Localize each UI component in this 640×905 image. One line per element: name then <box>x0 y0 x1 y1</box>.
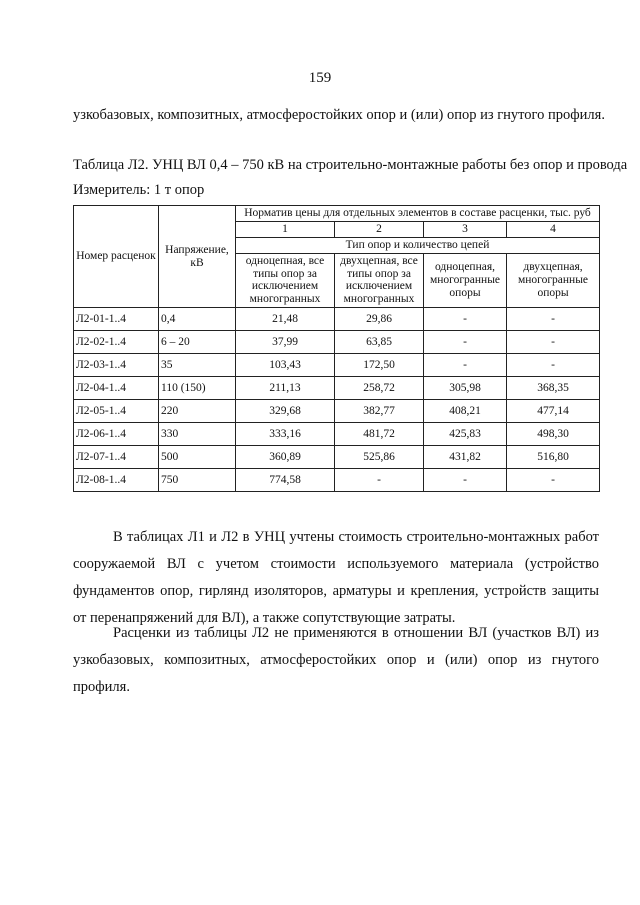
cell-value: 258,72 <box>335 377 424 400</box>
paragraph-included-costs <box>73 524 599 632</box>
cell-value: 368,35 <box>507 377 600 400</box>
cell-value: 37,99 <box>236 331 335 354</box>
paragraph-exclusions <box>73 620 599 701</box>
table-row <box>74 446 600 469</box>
table-row <box>74 423 600 446</box>
paragraph-text: В таблицах Л1 и Л2 в УНЦ учтены стоимость строительно-монтажных работ сооружаемой ВЛ с учетом стоимости используемого материала (устройство фундаментов опор, гирлянд изоляторов, арматуры и крепления, устройств защиты от перенапряжений для ВЛ), а также сопутствующие затраты. <box>73 529 599 626</box>
cell-value: 29,86 <box>335 308 424 331</box>
cell-value: 329,68 <box>236 400 335 423</box>
cell-voltage: 330 <box>159 423 236 446</box>
cell-value: 498,30 <box>507 423 600 446</box>
cell-value: - <box>507 469 600 492</box>
cell-code: Л2-02-1..4 <box>74 331 159 354</box>
header-type: одноцепная, все типы опор за исключением многогранных <box>236 253 335 308</box>
cell-value: 477,14 <box>507 400 600 423</box>
table-row <box>74 354 600 377</box>
cell-value: 525,86 <box>335 446 424 469</box>
cell-value: 408,21 <box>424 400 507 423</box>
paragraph-text: Расценки из таблицы Л2 не применяются в отношении ВЛ (участков ВЛ) из узкобазовых, композитных, атмосферостойких опор и (или) опор из гнутого профиля. <box>73 625 599 695</box>
cell-voltage: 500 <box>159 446 236 469</box>
table-row <box>74 308 600 331</box>
cell-value: 333,16 <box>236 423 335 446</box>
cell-voltage: 110 (150) <box>159 377 236 400</box>
measure-unit: Измеритель: 1 т опор <box>73 182 205 198</box>
cell-value: - <box>507 308 600 331</box>
header-type-group: Тип опор и количество цепей <box>236 237 600 253</box>
header-group: Норматив цены для отдельных элементов в составе расценки, тыс. руб <box>236 206 600 222</box>
cell-value: 774,58 <box>236 469 335 492</box>
intro-line: узкобазовых, композитных, атмосферостойких опор и (или) опор из гнутого профиля. <box>73 107 605 123</box>
header-type: двухцепная, все типы опор за исключением многогранных <box>335 253 424 308</box>
header-type: одноцепная, многогранные опоры <box>424 253 507 308</box>
cell-value: - <box>507 354 600 377</box>
table-row <box>74 377 600 400</box>
header-index: 1 <box>236 221 335 237</box>
cell-value: - <box>424 331 507 354</box>
cell-value: 431,82 <box>424 446 507 469</box>
header-index: 2 <box>335 221 424 237</box>
cell-value: 103,43 <box>236 354 335 377</box>
header-number: Номер расценок <box>74 206 159 308</box>
page-number: 159 <box>308 70 332 86</box>
header-type: двухцепная, многогранные опоры <box>507 253 600 308</box>
table-row <box>74 331 600 354</box>
cell-value: - <box>335 469 424 492</box>
cell-code: Л2-05-1..4 <box>74 400 159 423</box>
cell-voltage: 750 <box>159 469 236 492</box>
cell-value: 382,77 <box>335 400 424 423</box>
cell-value: 63,85 <box>335 331 424 354</box>
header-index: 3 <box>424 221 507 237</box>
cell-value: - <box>424 354 507 377</box>
cell-code: Л2-06-1..4 <box>74 423 159 446</box>
cell-code: Л2-03-1..4 <box>74 354 159 377</box>
cell-value: 172,50 <box>335 354 424 377</box>
cell-voltage: 220 <box>159 400 236 423</box>
cell-code: Л2-08-1..4 <box>74 469 159 492</box>
cell-value: 360,89 <box>236 446 335 469</box>
cell-value: 211,13 <box>236 377 335 400</box>
cell-value: - <box>424 308 507 331</box>
table-row <box>74 469 600 492</box>
header-voltage: Напряжение, кВ <box>159 206 236 308</box>
cell-value: 481,72 <box>335 423 424 446</box>
cell-voltage: 6 – 20 <box>159 331 236 354</box>
table-caption: Таблица Л2. УНЦ ВЛ 0,4 – 750 кВ на строительно-монтажные работы без опор и провода <box>73 157 628 173</box>
cell-value: 305,98 <box>424 377 507 400</box>
cell-value: 516,80 <box>507 446 600 469</box>
cell-value: 21,48 <box>236 308 335 331</box>
cell-value: - <box>424 469 507 492</box>
price-table <box>73 205 600 492</box>
cell-code: Л2-07-1..4 <box>74 446 159 469</box>
cell-voltage: 0,4 <box>159 308 236 331</box>
cell-value: - <box>507 331 600 354</box>
header-index: 4 <box>507 221 600 237</box>
cell-value: 425,83 <box>424 423 507 446</box>
table-row <box>74 400 600 423</box>
cell-code: Л2-01-1..4 <box>74 308 159 331</box>
cell-voltage: 35 <box>159 354 236 377</box>
cell-code: Л2-04-1..4 <box>74 377 159 400</box>
